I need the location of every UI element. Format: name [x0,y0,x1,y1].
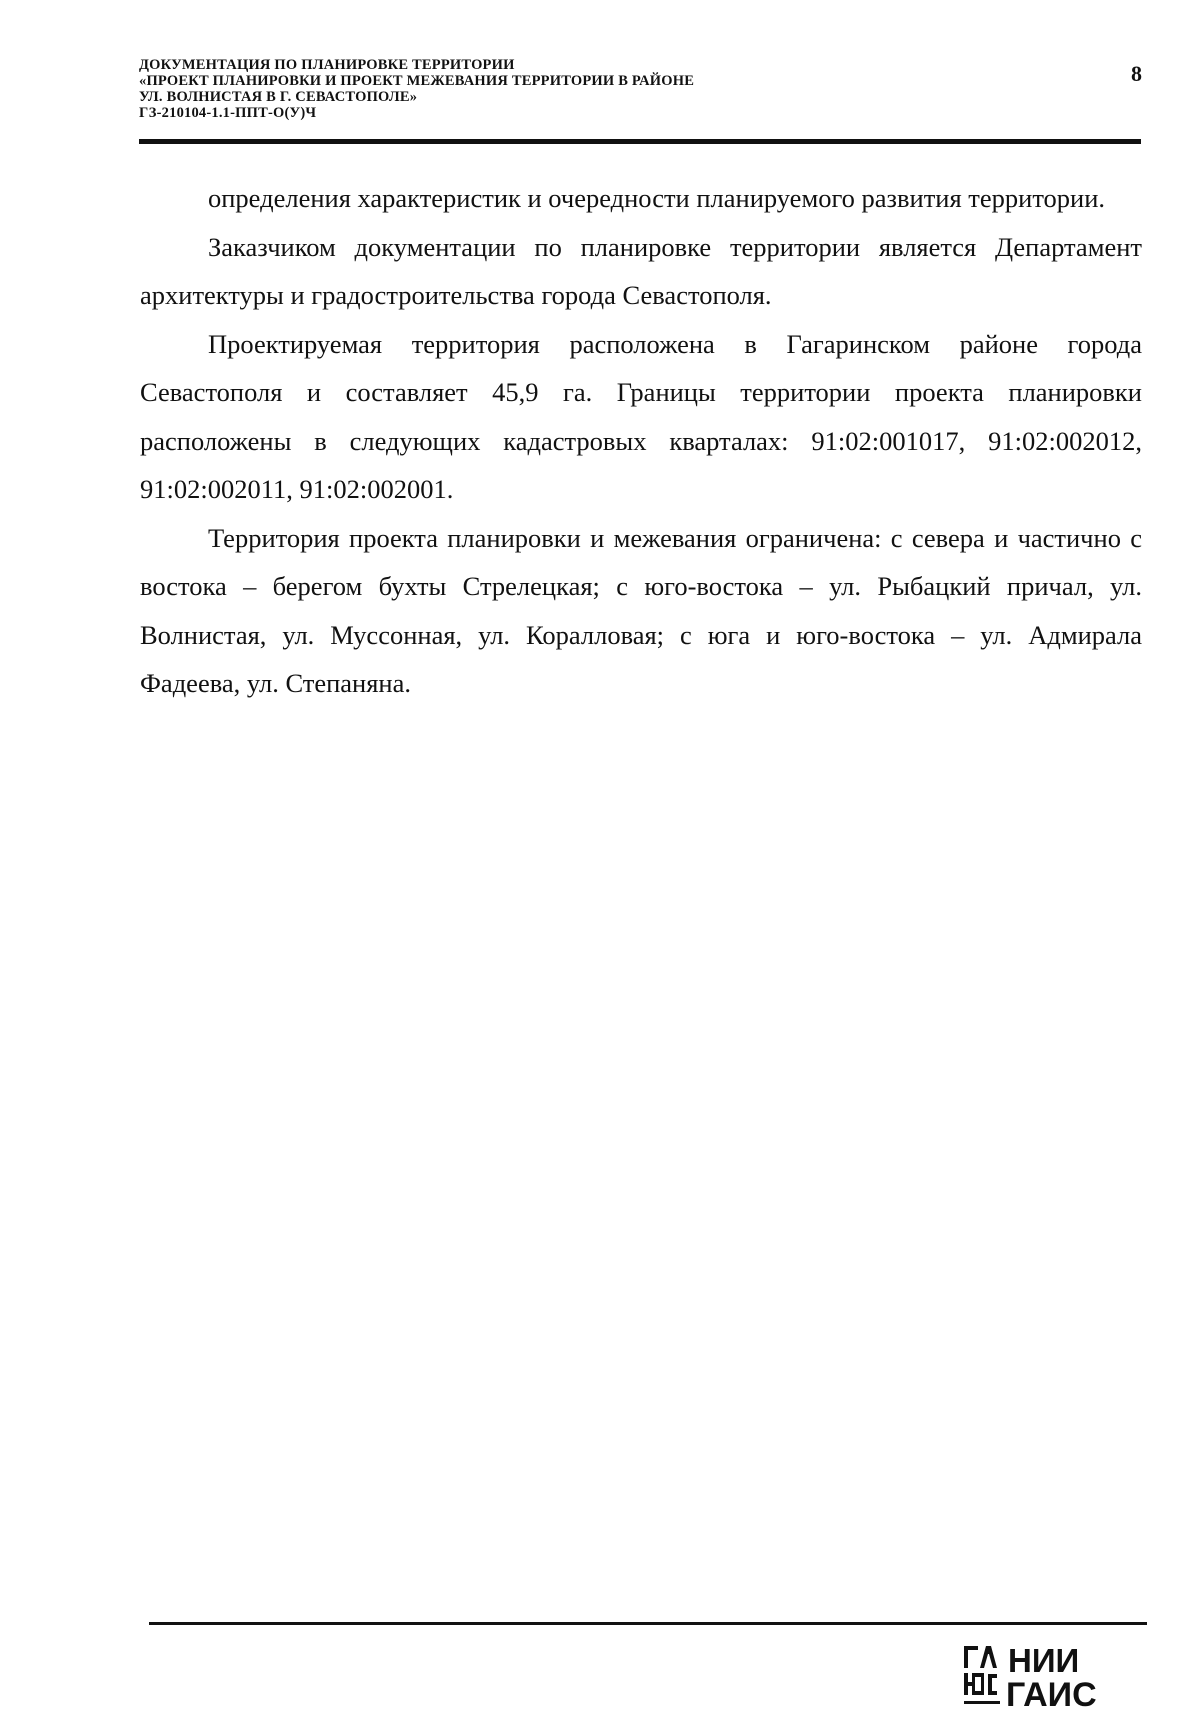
nii-gais-logo [964,1644,1154,1712]
document-header [139,57,1149,121]
logo-text-top: НИИ [1008,1644,1080,1679]
page-number: 8 [1131,61,1142,86]
footer-divider [149,1622,1147,1625]
header-title-line-1: ДОКУМЕНТАЦИЯ ПО ПЛАНИРОВКЕ ТЕРРИТОРИИ [139,57,515,73]
logo-mark-icon [964,1646,1000,1704]
document-body [140,174,1142,708]
header-document-code: ГЗ-210104-1.1-ППТ-О(У)Ч [139,105,317,121]
header-divider [139,139,1141,144]
paragraph-continuation: определения характеристик и очередности планируемого развития территории. [208,183,1106,213]
paragraph-boundaries: Территория проекта планировки и межевания ограничена: с севера и частично с востока – берегом бухты Стрелецкая; с юго-востока – ул. Рыбацкий причал, ул. Волнистая, ул. Муссонная, ул. Коралловая; с юга и юго-востока – ул. Адмирала Фадеева, ул. Степаняна. [140,522,1142,698]
header-title-line-3: УЛ. ВОЛНИСТАЯ В Г. СЕВАСТОПОЛЕ» [139,89,418,105]
logo-text-bottom: ГАИС [1006,1676,1097,1712]
header-title-line-2: «ПРОЕКТ ПЛАНИРОВКИ И ПРОЕКТ МЕЖЕВАНИЯ ТЕРРИТОРИИ В РАЙОНЕ [139,73,695,89]
paragraph-customer: Заказчиком документации по планировке территории является Департамент архитектуры и градостроительства города Севастополя. [140,231,1142,310]
paragraph-location: Проектируемая территория расположена в Гагаринском районе города Севастополя и составляет 45,9 га. Границы территории проекта планировки расположены в следующих кадастровых кварталах: 91:02:001017, 91:02:002012, 91:02:002011, 91:02:002001. [140,328,1142,504]
